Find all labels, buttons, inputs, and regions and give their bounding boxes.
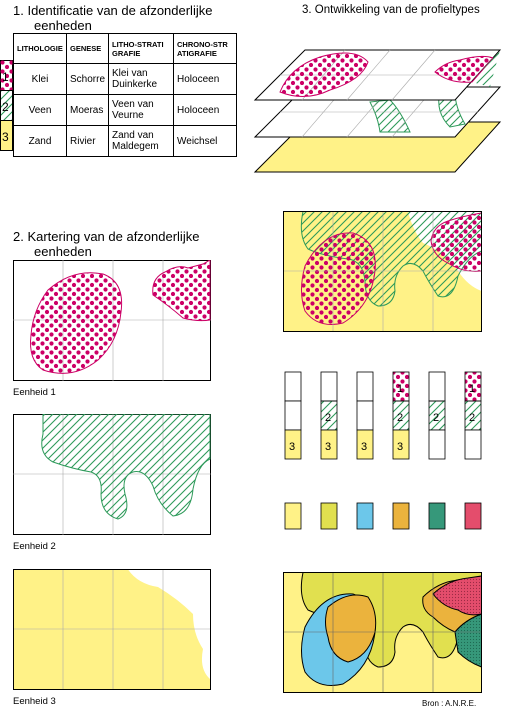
profile-cell-middle — [357, 401, 373, 430]
combined-overlay-map — [283, 211, 483, 333]
cell-lithostrat: Zand van Maldegem — [109, 126, 174, 157]
table-row — [14, 64, 237, 95]
profile-cell-middle — [285, 401, 301, 430]
section-3-title: 3. Ontwikkeling van de profieltypes — [302, 4, 480, 16]
profile-column — [429, 372, 445, 459]
unit-swatches — [0, 60, 13, 152]
profile-cell-lower — [465, 430, 481, 459]
section-2-title-line1: 2. Kartering van de afzonderlijke — [13, 229, 200, 244]
unit-2-map — [13, 414, 211, 536]
swatch-num-2: 2 — [2, 100, 9, 114]
profile-cell-label: 3 — [289, 441, 296, 453]
caption-unit-1: Eenheid 1 — [13, 387, 56, 398]
profile-column — [321, 372, 337, 459]
profile-cell-upper — [357, 372, 373, 401]
profile-types-map — [283, 572, 483, 694]
cell-genese: Schorre — [67, 64, 109, 95]
caption-unit-3: Eenheid 3 — [13, 696, 56, 707]
profile-cell-upper — [321, 372, 337, 401]
stacked-layers-diagram — [250, 22, 513, 182]
section-1-title — [13, 3, 212, 33]
legend-colour-swatch — [285, 503, 301, 529]
profile-cell-label: 2 — [469, 412, 476, 424]
legend-colour-swatch — [357, 503, 373, 529]
profile-cell-upper — [429, 372, 445, 401]
table-row — [14, 95, 237, 126]
cell-lithologie: Veen — [14, 95, 67, 126]
profile-cell-upper — [285, 372, 301, 401]
legend-colour-swatch — [393, 503, 409, 529]
cell-lithostrat: Klei van Duinkerke — [109, 64, 174, 95]
cell-chronostrat: Holoceen — [174, 64, 237, 95]
header-genese: GENESE — [67, 34, 109, 64]
cell-chronostrat: Weichsel — [174, 126, 237, 157]
profile-cell-label: 3 — [361, 441, 368, 453]
profile-cell-label: 1 — [397, 383, 404, 395]
table-row — [14, 126, 237, 157]
header-lithologie: LITHOLOGIE — [14, 34, 67, 64]
cell-lithologie: Zand — [14, 126, 67, 157]
caption-unit-2: Eenheid 2 — [13, 541, 56, 552]
cell-lithologie: Klei — [14, 64, 67, 95]
profile-cell-label: 3 — [325, 441, 332, 453]
section-1-title-line1: 1. Identificatie van de afzonderlijke — [13, 3, 213, 18]
profile-column — [285, 372, 301, 459]
cell-lithostrat: Veen van Veurne — [109, 95, 174, 126]
profile-colour-legend — [283, 502, 483, 530]
profile-cell-label: 1 — [469, 383, 476, 395]
legend-colour-swatch — [465, 503, 481, 529]
unit-3-map — [13, 569, 211, 691]
swatch-num-1: 1 — [2, 70, 9, 84]
profile-column — [357, 372, 373, 459]
source-label: Bron : A.N.R.E. — [422, 699, 477, 708]
identification-table — [13, 33, 237, 157]
cell-genese: Moeras — [67, 95, 109, 126]
profile-column — [393, 372, 409, 459]
cell-chronostrat: Holoceen — [174, 95, 237, 126]
profile-columns — [283, 370, 483, 462]
profile-cell-lower — [429, 430, 445, 459]
profile-cell-label: 3 — [397, 441, 404, 453]
cell-genese: Rivier — [67, 126, 109, 157]
table-header-row — [14, 34, 237, 64]
section-2-title-line2: eenheden — [34, 244, 92, 259]
profile-cell-label: 2 — [325, 412, 332, 424]
section-1-title-line2: eenheden — [34, 18, 92, 33]
header-chronostratigrafie: CHRONO-STR ATIGRAFIE — [174, 34, 237, 64]
header-lithostratigrafie: LITHO-STRATI GRAFIE — [109, 34, 174, 64]
legend-colour-swatch — [429, 503, 445, 529]
section-2-title — [13, 229, 199, 259]
unit-1-map — [13, 260, 211, 382]
legend-colour-swatch — [321, 503, 337, 529]
profile-cell-label: 2 — [433, 412, 440, 424]
profile-cell-label: 2 — [397, 412, 404, 424]
profile-column — [465, 372, 481, 459]
swatch-num-3: 3 — [2, 130, 9, 144]
